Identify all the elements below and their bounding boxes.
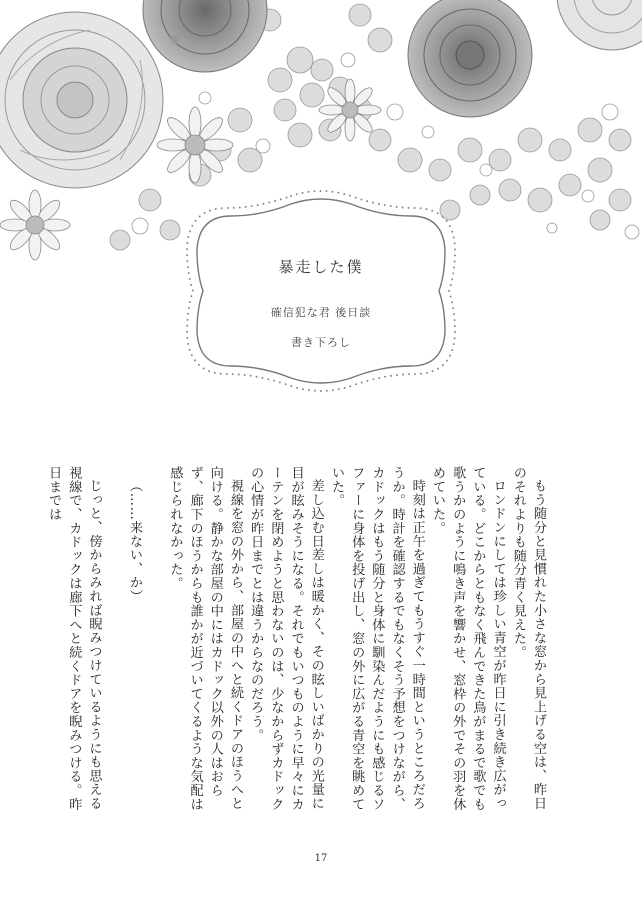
story-note: 書き下ろし xyxy=(291,336,351,349)
paragraph: もう随分と見慣れた小さな窓から見上げる空は、昨日のそれよりも随分青く見えた。 xyxy=(510,466,546,811)
paragraph: 時刻は正午を過ぎてもうすぐ一時間というところだろうか。時計を確認するでもなくそう予想をつけながら、カドックはもう随分と身体に馴染んだようにも感じるソファーに身体を投げ出し、窓の外に広がる青空を眺めていた。 xyxy=(328,466,425,811)
paragraph: じっと、傍からみれば睨みつけているようにも思える視線で、カドックは廊下へと続くドアを睨みつける。昨日までは xyxy=(46,466,102,811)
paragraph: 視線を窓の外から、部屋の中へと続くドアのほうへと向ける。静かな部屋の中にはカドック以外の人はおらず、廊下のほうからも誰かが近づいてくるような気配は感じられなかった。 xyxy=(167,466,243,811)
body-text xyxy=(46,466,548,818)
paragraph: ロンドンにしては珍しい青空が昨日に引き続き広がっている。どこからともなく飛んできた鳥がまるで歌でも歌うかのように鳴き声を響かせ、窓枠の外でその羽を休めていた。 xyxy=(429,466,506,811)
paragraph-spacer xyxy=(104,466,124,818)
story-title: 暴走した僕 xyxy=(278,258,364,276)
paragraph: 差し込む日差しは暖かく、その眩しいばかりの光量に目が眩みそうになる。それでもいつものように早々にカーテンを閉めようと思わないのは、少なからずカドックの心情が昨日までとは違うからなのだろう。 xyxy=(248,466,324,811)
page-number: 17 xyxy=(314,853,328,864)
rose-top-right xyxy=(557,0,642,50)
rose-left xyxy=(0,12,163,188)
rose-top-middle xyxy=(143,0,267,72)
paragraph-spacer xyxy=(144,466,164,818)
rose-right xyxy=(408,0,532,117)
story-subtitle: 確信犯な君 後日談 xyxy=(270,306,372,319)
paragraph: （……来ない、か） xyxy=(126,479,142,604)
title-block xyxy=(181,194,461,388)
decorative-dot xyxy=(171,36,179,44)
